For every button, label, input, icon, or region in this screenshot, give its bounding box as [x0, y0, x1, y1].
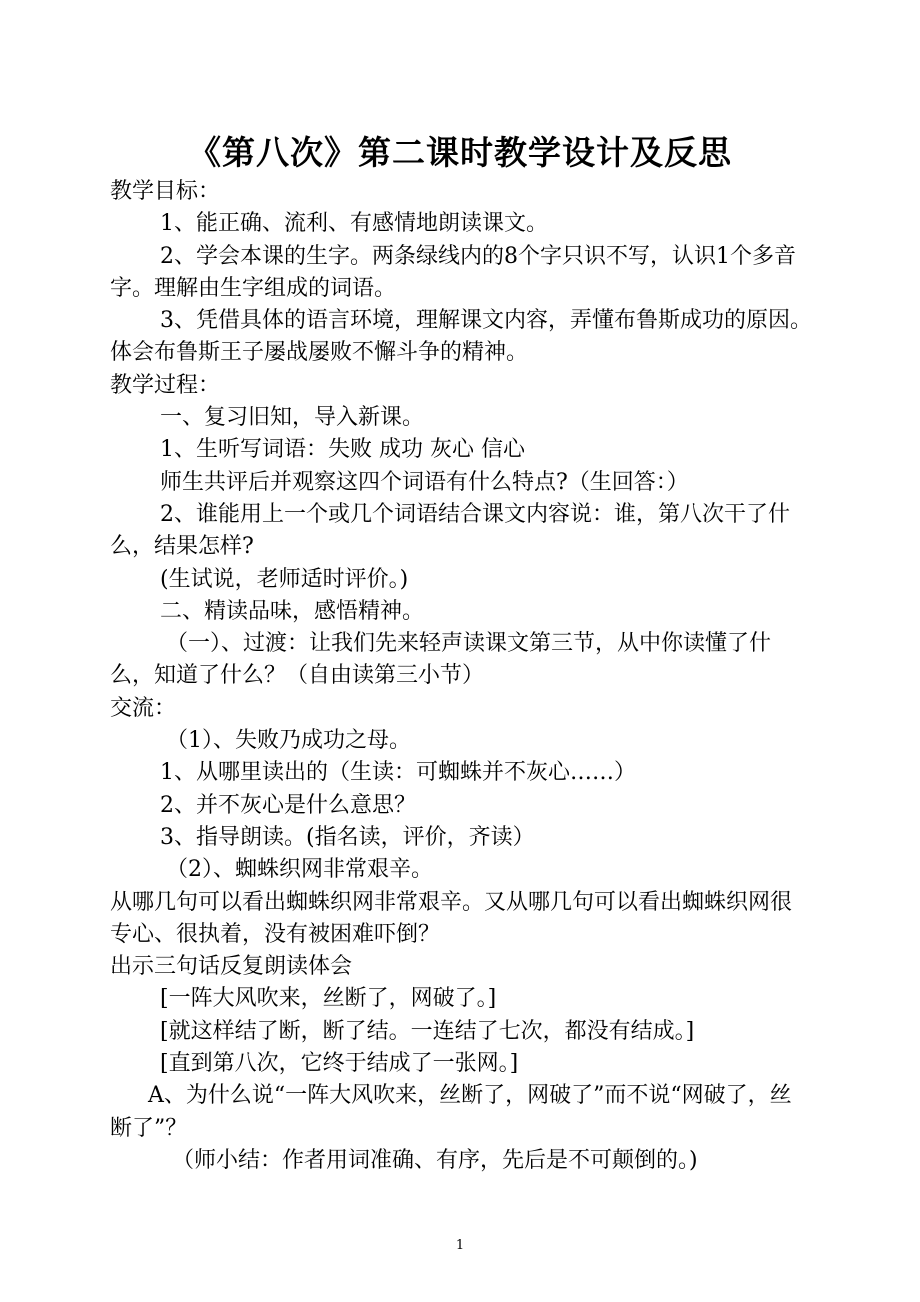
paragraph: 1、生听写词语：失败 成功 灰心 信心 — [160, 437, 525, 463]
document-body — [110, 176, 812, 1177]
paragraph: [一阵大风吹来，丝断了，网破了。] — [160, 986, 497, 1012]
paragraph: 师生共评后并观察这四个词语有什么特点?（生回答：） — [160, 469, 689, 495]
paragraph: 一、复习旧知，导入新课。 — [160, 405, 425, 431]
document-title: 《第八次》第二课时教学设计及反思 — [188, 133, 732, 172]
paragraph: 3、凭借具体的语言环境，理解课文内容，弄懂布鲁斯成功的原因。体会布鲁斯王子屡战屡败不懈斗争的精神。 — [110, 308, 812, 366]
paragraph: 1、能正确、流利、有感情地朗读课文。 — [160, 211, 548, 237]
paragraph: 教学目标： — [110, 179, 221, 204]
paragraph: （2）、蜘蛛织网非常艰辛。 — [166, 857, 433, 883]
paragraph: （1）、失败乃成功之母。 — [166, 728, 411, 754]
paragraph: 出示三句话反复朗读体会 — [110, 954, 353, 980]
paragraph: 2、学会本课的生字。两条绿线内的8个字只识不写，认识1个多音字。理解由生字组成的词语。 — [110, 243, 796, 301]
paragraph: 交流： — [110, 695, 177, 721]
paragraph: 二、精读品味，感悟精神。 — [160, 598, 425, 624]
paragraph: 3、指导朗读。(指名读，评价，齐读） — [160, 824, 535, 850]
paragraph: 1、从哪里读出的（生读：可蜘蛛并不灰心……） — [160, 760, 636, 786]
paragraph: A、为什么说“一阵大风吹来，丝断了，网破了”而不说“网破了，丝断了”？ — [110, 1083, 792, 1141]
page-number: 1 — [455, 1238, 465, 1253]
paragraph: 从哪几句可以看出蜘蛛织网非常艰辛。又从哪几句可以看出蜘蛛织网很专心、很执着，没有被困难吓倒？ — [110, 889, 793, 947]
paragraph: （师小结：作者用词准确、有序，先后是不可颠倒的。) — [172, 1147, 698, 1173]
paragraph: （一）、过渡：让我们先来轻声读课文第三节，从中你读懂了什么，知道了什么？（自由读第三小节） — [110, 631, 772, 689]
paragraph: 2、谁能用上一个或几个词语结合课文内容说：谁，第八次干了什么，结果怎样? — [110, 501, 790, 560]
paragraph: 教学过程： — [110, 372, 221, 398]
paragraph: 2、并不灰心是什么意思？ — [160, 792, 416, 818]
paragraph: [直到第八次，它终于结成了一张网。] — [160, 1051, 519, 1077]
paragraph: [就这样结了断，断了结。一连结了七次，都没有结成。] — [160, 1018, 695, 1044]
paragraph: (生试说，老师适时评价。) — [160, 566, 409, 592]
